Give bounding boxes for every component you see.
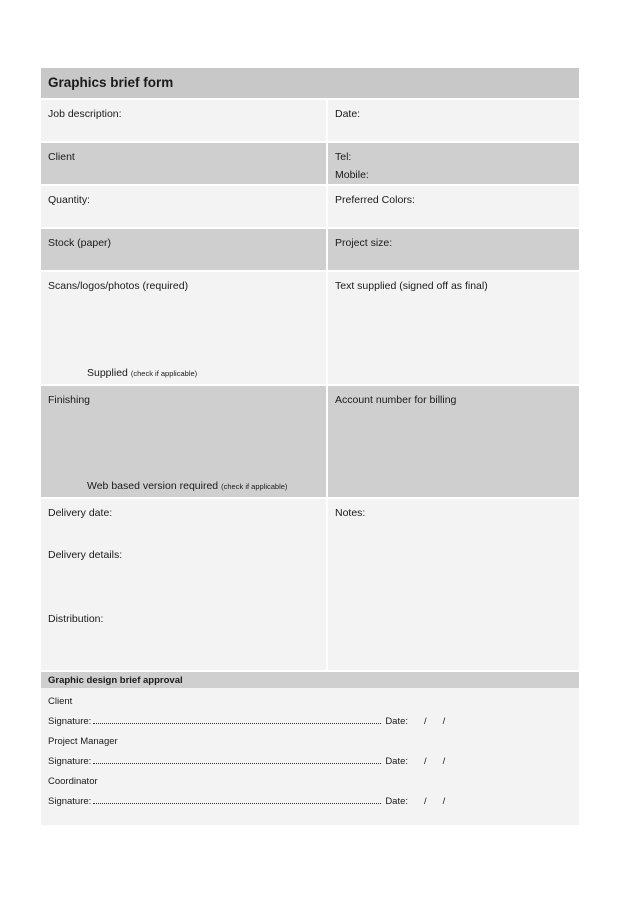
quantity-field[interactable] (41, 186, 326, 227)
row-client (41, 143, 579, 184)
row-delivery (41, 499, 579, 670)
notes-field[interactable] (328, 499, 579, 670)
stock-label: Stock (paper) (48, 237, 112, 249)
text-supplied-label: Text supplied (signed off as final) (335, 280, 488, 292)
project-size-field[interactable] (328, 229, 579, 270)
job-description-field[interactable] (41, 100, 326, 141)
graphics-brief-form (41, 68, 579, 825)
finishing-label: Finishing (48, 394, 91, 406)
row-scans (41, 272, 579, 384)
row-quantity (41, 186, 579, 227)
stock-field[interactable] (41, 229, 326, 270)
project-manager-signature-line[interactable]: Signature: Date: / / (48, 756, 446, 767)
client-role-label: Client (48, 696, 73, 707)
notes-label: Notes: (335, 507, 366, 519)
delivery-details-label: Delivery details: (48, 549, 123, 561)
form-title: Graphics brief form (41, 68, 579, 98)
mobile-label: Mobile: (335, 169, 369, 181)
coordinator-role-label: Coordinator (48, 776, 98, 787)
check-if-applicable-note: (check if applicable) (221, 482, 288, 491)
client-field[interactable] (41, 143, 326, 184)
project-size-label: Project size: (335, 237, 393, 249)
scans-field[interactable] (41, 272, 326, 384)
check-if-applicable-note: (check if applicable) (130, 369, 198, 378)
approval-section (41, 688, 579, 825)
job-description-label: Job description: (48, 108, 122, 120)
project-manager-role-label: Project Manager (48, 736, 118, 747)
preferred-colors-label: Preferred Colors: (335, 194, 415, 206)
preferred-colors-field[interactable] (328, 186, 579, 227)
scans-label: Scans/logos/photos (required) (48, 280, 189, 292)
date-field[interactable] (328, 100, 579, 141)
date-label: Date: (335, 108, 361, 120)
coordinator-signature-line[interactable]: Signature: Date: / / (48, 796, 446, 807)
row-job-description (41, 100, 579, 141)
tel-label: Tel: (335, 151, 352, 163)
approval-heading: Graphic design brief approval (41, 672, 579, 688)
account-number-label: Account number for billing (335, 394, 457, 406)
client-label: Client (48, 151, 75, 163)
row-stock (41, 229, 579, 270)
row-finishing (41, 386, 579, 497)
distribution-label: Distribution: (48, 613, 104, 625)
text-supplied-field[interactable] (328, 272, 579, 384)
quantity-label: Quantity: (48, 194, 91, 206)
contact-field[interactable] (328, 143, 579, 184)
account-number-field[interactable] (328, 386, 579, 497)
delivery-date-label: Delivery date: (48, 507, 113, 519)
supplied-checkbox-label[interactable]: Supplied (check if applicable) (87, 367, 198, 379)
web-version-checkbox-label[interactable]: Web based version required (check if applicable) (87, 480, 288, 492)
delivery-field[interactable] (41, 499, 326, 670)
finishing-field[interactable] (41, 386, 326, 497)
client-signature-line[interactable]: Signature: Date: / / (48, 716, 446, 727)
